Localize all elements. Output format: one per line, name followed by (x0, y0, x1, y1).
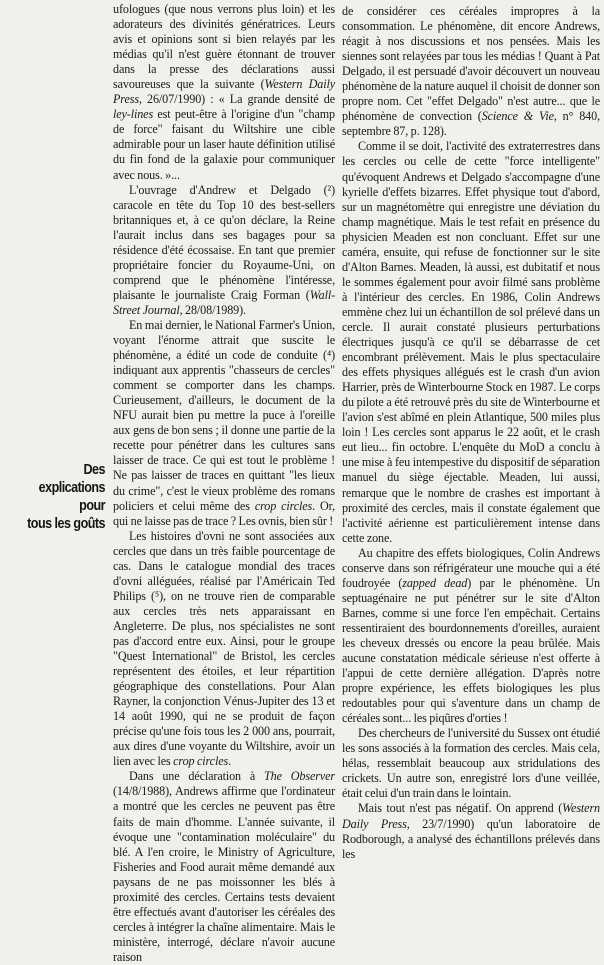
section-heading-line-1: Des explications (38, 462, 105, 496)
paragraph: Des chercheurs de l'université du Sussex ont étudié les sons associés à la formation des cercles. Mais cela, hélas, ressemblait beaucoup aux stridulations des crickets. Un autre son, enregistré lors d'une veillée, était celui d'un train dans le lointain. (342, 726, 600, 801)
paragraph: ufologues (que nous verrons plus loin) et les adorateurs des divinités génératrices. Leurs avis et opinions sont si bien relayés par les médias qu'il n'est guère étonnant de trouver dans la presse des déclarations aussi savoureuses que la suivante (Western Daily Press, 26/07/1990) : « La grande densité de ley-lines est peut-être à l'origine d'un "champ de force" faisant du Wiltshire une cible admirable pour un laser haute définition utilisé du fin fond de la galaxie pour communiquer avec nous. »... (113, 2, 335, 182)
paragraph: Mais tout n'est pas négatif. On apprend (Western Daily Press, 23/7/1990) qu'un laboratoire de Rodborough, a analysé des échantillons prélevés dans les (342, 801, 600, 861)
paragraph: de considérer ces céréales impropres à la consommation. Le phénomène, dit encore Andrews, réagit à nos discussions et nos pensées. Mais les siennes sont relayées par tous les médias ! Quant à Pat Delgado, il est persuadé d'avoir découvert un nouveau phénomène de la nature auquel il choisit de donner son propre nom. Cet "effet Delgado" n'est autre... que le phénomène de convection (Science & Vie, n° 840, septembre 87, p. 128). (342, 4, 600, 139)
term: zapped dead (402, 575, 468, 590)
source-citation: Science & Vie (481, 109, 554, 124)
left-column (113, 2, 335, 965)
term: crop circles (254, 498, 313, 513)
section-heading (18, 461, 105, 533)
source-citation: The Observer (264, 769, 335, 784)
paragraph: Comme il se doit, l'activité des extraterrestres dans les cercles ou celle de cette "force intelligente" qu'évoquent Andrews et Delgado s'accompagne d'une kyrielle d'effets bizarres. Effet physique tout d'abord, sur un magnétomètre qui enregistre une déviation du champ magnétique. Mais le test refait en présence du physicien Meaden est non concluant. Effet sur une caméra, ensuite, qui refuse de fonctionner sur le site d'Alton Barnes. Meaden, là aussi, est dubitatif et nous le sommes également pour avoir filmé sans problème à l'intérieur des cercles. En 1986, Colin Andrews emmène chez lui un échantillon de sol prélevé dans un cercle. Il aurait constaté plusieurs perturbations électriques jusqu'à ce qu'il se débarrasse de cet encombrant prélèvement. Mais le plus spectaculaire des effets physiques allégués est le crash d'un avion Harrier, près de Winterbourne Stock en 1987. Le corps du pilote a été retrouvé près du site de Winterbourne et l'avion s'est abîmé en plein Atlantique, 500 miles plus loin ! Les cercles sont apparus le 22 août, et le crash eut lieu... fin octobre. L'enquête du MoD a conclu à une mise à feu intempestive du dispositif de séparation manuel du siège éjectable. Meaden, lui aussi, remarque que le nombre de crashes est important à proximité des cercles, mais il constate également que l'activité aérienne est particulièrement intense dans cette zone. (342, 139, 600, 545)
paragraph: Au chapitre des effets biologiques, Colin Andrews conserve dans son réfrigérateur une mouche qui a été foudroyée (zapped dead) par le phénomène. Un septuagénaire ne put pénétrer sur le site d'Alton Barnes, comme si une force l'en empêchait. Certains ressentiraient des bourdonnements d'oreilles, auraient les cheveux dressés ou encore la peau brûlée. Mais aucune constatation médicale sérieuse n'est offerte à l'appui de cette dernière allégation. D'après notre propre expérience, les effets biologiques les plus redoutables pour qui s'aventure dans un champ de céréales sont... les piqûres d'orties ! (342, 545, 600, 726)
paragraph: Dans une déclaration à The Observer (14/8/1988), Andrews affirme que l'ordinateur a montré que les cercles ne peuvent pas être faits de main d'homme. L'année suivante, il évoque une "contamination moléculaire" du blé. A l'en croire, le Ministry of Agriculture, Fisheries and Food aurait même demandé aux paysans de ne pas moissonner les blés à proximité des cercles. Certains tests devaient être effectués avant d'autoriser les céréales des cercles à intégrer la chaîne alimentaire. Mais le ministère, interrogé, déclare n'avoir aucune raison (113, 769, 335, 964)
footnote-ref: ² (327, 182, 332, 197)
term: ley-lines (113, 107, 154, 122)
paragraph: L'ouvrage d'Andrew et Delgado (²) caracole en tête du Top 10 des best-sellers britanniques et, à ce qu'on déclare, la Reine l'aurait inclus dans ses bagages pour sa résidence d'été écossaise. En tant que premier propriétaire foncier du Royaume-Uni, on comprend que le phénomène l'intéresse, plaisante le journaliste Craig Forman (Wall-Street Journal, 28/08/1989). (113, 182, 335, 317)
section-heading-line-2: pour (79, 498, 105, 514)
footnote-ref: ⁴ (326, 348, 332, 363)
source-citation: Western Daily Press (113, 77, 335, 107)
section-heading-line-3: tous les goûts (27, 516, 105, 532)
term: crop circles (173, 754, 229, 769)
right-column (342, 4, 600, 862)
source-citation: Wall-Street Journal (113, 287, 335, 317)
paragraph: En mai dernier, le National Farmer's Union, voyant l'énorme attrait que suscite le phénomène, a édité un code de conduite (⁴) indiquant aux apprentis "chasseurs de cercles" comment se comporter dans les champs. Curieusement, d'ailleurs, le document de la NFU aurait bien pu mettre la puce à l'oreille aux gens de bon sens ; il donne une partie de la recette pour pénétrer dans les cultures sans laisser de trace. Ce qui est tout le problème ! Ne pas laisser de traces en quittant "les lieux du crime", c'est le vieux problème des romans policiers et celui même des crop circles. Or, qui ne laisse pas de trace ? Les ovnis, bien sûr ! (113, 317, 335, 528)
paragraph: Les histoires d'ovni ne sont associées aux cercles que dans un très faible pourcentage de cas. Dans le catalogue mondial des traces d'ovni alléguées, réalisé par l'Américain Ted Philips (⁵), on ne trouve rien de comparable aux cercles très nets apparaissant en Angleterre. De plus, nos spécialistes ne sont pas d'accord entre eux. Ainsi, pour le groupe "Quest International" de Bristol, les cercles représentent des étoiles, et leur répartition géographique des constellations. Pour Alan Rayner, la conjonction Vénus-Jupiter des 13 et 14 août 1990, qui ne se produit de façon précise qu'une fois tous les 2 000 ans, pourrait, aux dires d'une voyante du Wiltshire, avoir un lien avec les crop circles. (113, 528, 335, 769)
source-citation: Western Daily Press (342, 801, 600, 831)
footnote-ref: ⁵ (154, 588, 160, 603)
